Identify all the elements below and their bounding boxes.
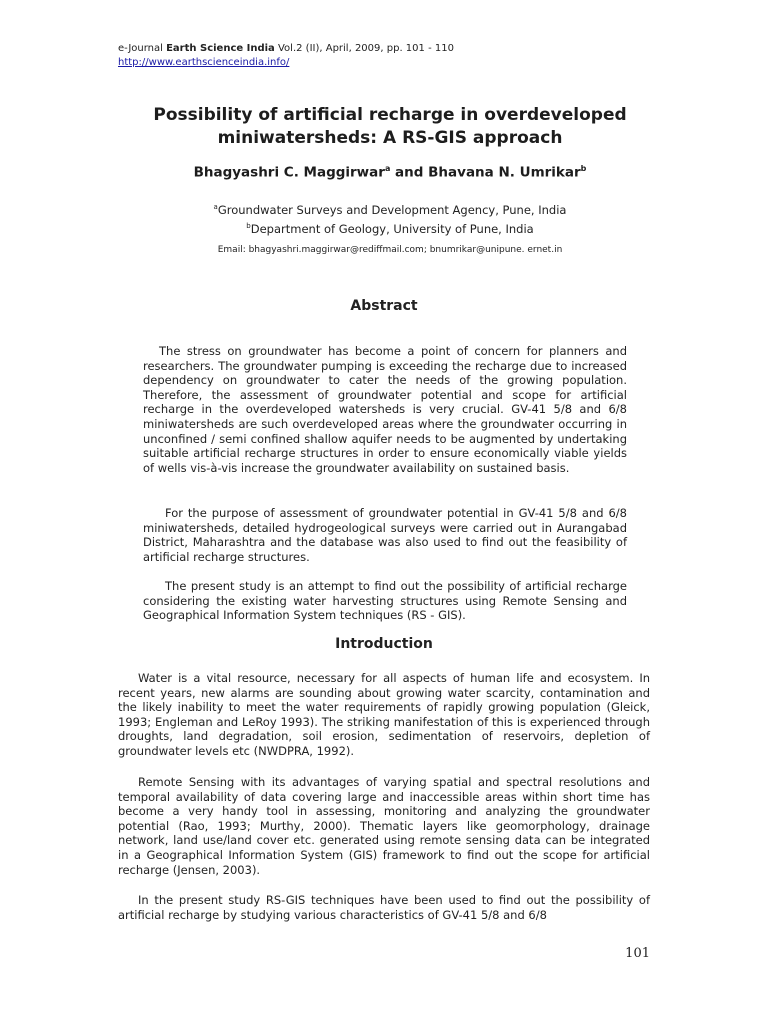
affiliation-b: $^b$Department of Geology, University of Pune, India [246, 221, 534, 236]
affiliations [100, 199, 680, 237]
author-2-affil-mark: b [580, 164, 587, 173]
intro-paragraph-2: Remote Sensing with its advantages of varying spatial and spectral resolutions and temporal availability of data covering large and inaccessible areas within short time has become a very handy tool in assessing, monitoring and analyzing the groundwater potential (Rao, 1993; Murthy, 2000). Thematic layers like geomorphology, drainage network, land use/land cover etc. generated using remote sensing data can be integrated in a Geographical Information System (GIS) framework to find out the scope for artificial recharge (Jensen, 2003). [118, 775, 650, 877]
journal-citation: e-Journal Earth Science India Vol.2 (II), April, 2009, pp. 101 - 110 [118, 43, 454, 54]
abstract-heading: Abstract [350, 298, 418, 314]
intro-paragraph-3: In the present study RS-GIS techniques have been used to find out the possibility of artificial recharge by studying various characteristics of GV-41 5/8 and 6/8 [118, 893, 650, 922]
affiliation-a: $^a$Groundwater Surveys and Development Agency, Pune, India [213, 202, 567, 217]
page-number: 101 [625, 946, 650, 961]
abstract-paragraph-2: For the purpose of assessment of groundwater potential in GV-41 5/8 and 6/8 miniwatersheds, detailed hydrogeological surveys were carried out in Aurangabad District, Maharashtra and the database was also used to find out the feasibility of artificial recharge structures. [143, 506, 627, 564]
journal-header [118, 42, 454, 70]
abstract-paragraph-1: The stress on groundwater has become a point of concern for planners and researchers. The groundwater pumping is exceeding the recharge due to increased dependency on groundwater to cater the needs of the growing population. Therefore, the assessment of groundwater potential and scope for artificial recharge in the overdeveloped watersheds is very crucial. GV-41 5/8 and 6/8 miniwatersheds are such overdeveloped areas where the groundwater occurring in unconfined / semi confined shallow aquifer needs to be augmented by undertaking suitable artificial recharge structures in order to ensure economically viable yields of wells vis-à-vis increase the groundwater availability on sustained basis. [143, 344, 627, 475]
paper-title: Possibility of artificial recharge in overdeveloped miniwatersheds: A RS-GIS approach [153, 105, 627, 148]
abstract-paragraph-3: The present study is an attempt to find out the possibility of artificial recharge considering the existing water harvesting structures using Remote Sensing and Geographical Information System techniques (RS - GIS). [143, 579, 627, 623]
author-emails: Email: bhagyashri.maggirwar@rediffmail.com; bnumrikar@unipune. ernet.in [217, 245, 563, 255]
journal-name: Earth Science India [166, 43, 275, 54]
author-2: Bhavana N. Umrikar [428, 164, 581, 181]
introduction-heading: Introduction [335, 636, 433, 652]
author-1: Bhagyashri C. Maggirwar [193, 164, 385, 181]
author-list: Bhagyashri C. Maggirwar$^a$ and Bhavana N. Umrikar$^b$ [193, 164, 587, 181]
journal-url-link[interactable]: http://www.earthscienceindia.info/ [118, 57, 290, 68]
author-1-affil-mark: a [384, 164, 391, 173]
intro-paragraph-1: Water is a vital resource, necessary for all aspects of human life and ecosystem. In recent years, new alarms are sounding about growing water scarcity, contamination and the likely inability to meet the water requirements of rapidly growing population (Gleick, 1993; Engleman and LeRoy 1993). The striking manifestation of this is experienced through droughts, land degradation, soil erosion, sedimentation of reservoirs, depletion of groundwater levels etc (NWDPRA, 1992). [118, 671, 650, 758]
